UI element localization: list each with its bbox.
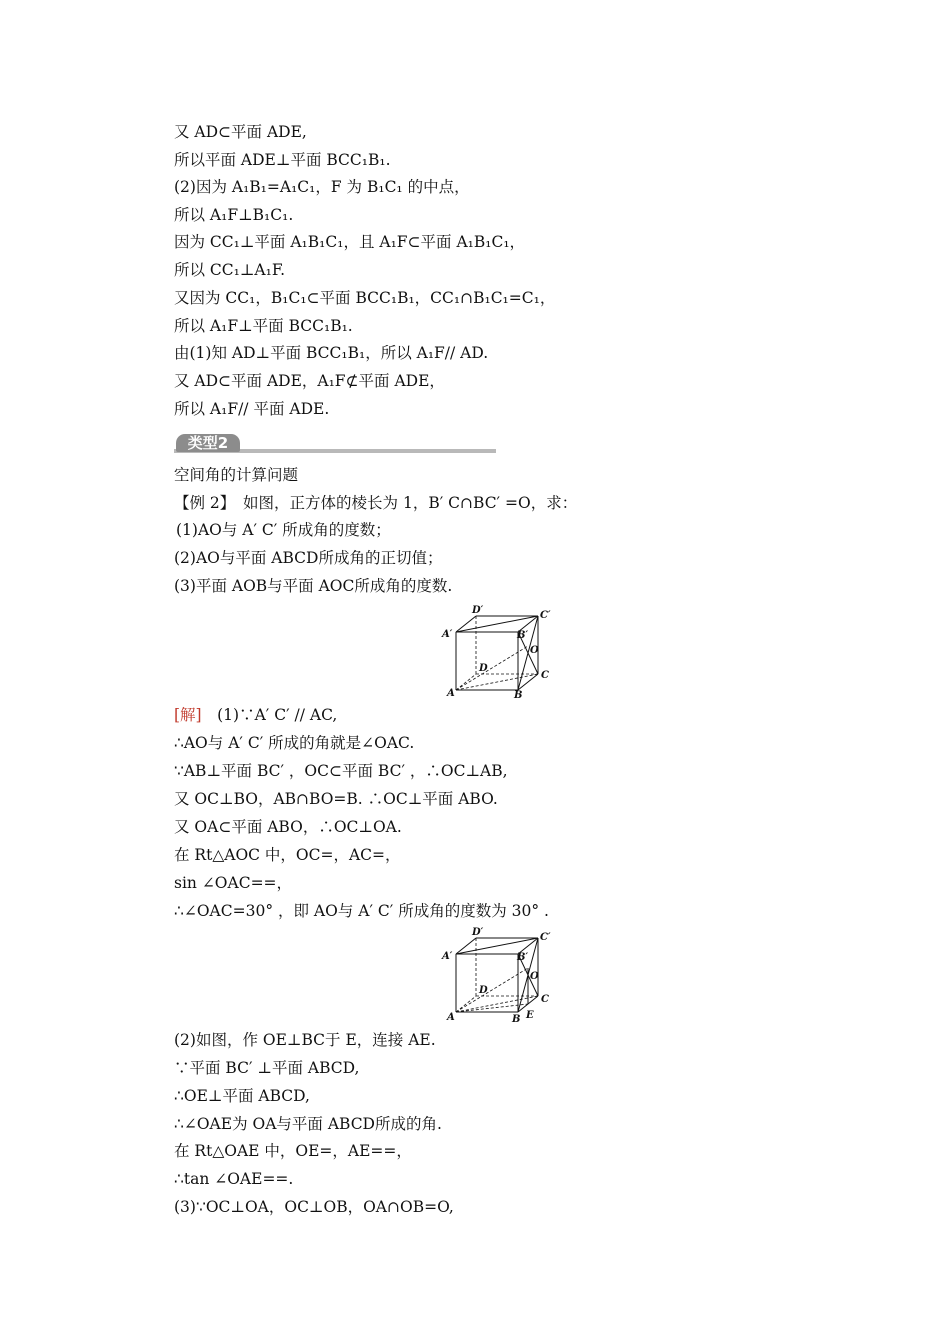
label-C1: C′ [540, 610, 551, 621]
label-A: A [447, 688, 455, 699]
part2-line-5: 在 Rt△OAE 中，OE=，AE==， [174, 1142, 412, 1160]
type-banner [174, 433, 496, 455]
solution-line-2: ∴AO与 A′ C′ 所成的角就是∠OAC. [174, 734, 415, 752]
text-line: 又 AD⊂平面 ADE，A₁F⊄平面 ADE， [174, 372, 445, 390]
label-E: E [526, 1010, 534, 1021]
part2-line-6: ∴tan ∠OAE==. [174, 1170, 294, 1188]
solution-text: (1)∵A′ C′ // AC, [201, 706, 338, 724]
example-heading: 【例 2】 如图，正方体的棱长为 1，B′ C∩BC′ =O，求： [174, 494, 578, 512]
cube-figure-2 [440, 926, 552, 1024]
solution-line-8: ∴∠OAC=30° ，即 AO与 A′ C′ 所成角的度数为 30° . [174, 902, 549, 920]
label-B1: B′ [517, 630, 529, 641]
text-line: 所以 A₁F⊥B₁C₁. [174, 206, 294, 224]
label-D1: D′ [472, 605, 484, 616]
label-B1: B′ [517, 952, 529, 963]
cube-figure-1 [440, 604, 552, 700]
solution-line-5: 又 OA⊂平面 ABO，∴OC⊥OA. [174, 818, 402, 836]
label-O: O [530, 645, 539, 656]
label-A: A [447, 1012, 455, 1023]
text-line: (2)因为 A₁B₁=A₁C₁，F 为 B₁C₁ 的中点， [174, 178, 470, 196]
solution-tag: [解] [174, 706, 202, 724]
label-C: C [541, 670, 549, 681]
label-O: O [530, 971, 539, 982]
part2-line-1: (2)如图，作 OE⊥BC于 E，连接 AE. [174, 1031, 436, 1049]
text-line: 又因为 CC₁，B₁C₁⊂平面 BCC₁B₁，CC₁∩B₁C₁=C₁， [174, 289, 556, 307]
label-B: B [514, 690, 523, 700]
solution-line-7: sin ∠OAC==， [174, 874, 293, 892]
text-line: 所以 CC₁⊥A₁F. [174, 261, 286, 279]
label-C1: C′ [540, 932, 551, 943]
solution-line-6: 在 Rt△AOC 中，OC=，AC=， [174, 846, 401, 864]
label-B: B [512, 1014, 521, 1024]
text-line: 所以 A₁F// 平面 ADE. [174, 400, 330, 418]
question-1: (1)AO与 A′ C′ 所成角的度数； [176, 521, 391, 539]
solution-line-3: ∵AB⊥平面 BC′ ，OC⊂平面 BC′ ，∴OC⊥AB, [174, 762, 508, 780]
label-D: D [479, 985, 488, 996]
part2-line-7: (3)∵OC⊥OA，OC⊥OB，OA∩OB=O, [174, 1198, 454, 1216]
label-D1: D′ [472, 927, 484, 938]
solution-line-1 [174, 705, 337, 725]
solution-line-4: 又 OC⊥BO，AB∩BO=B. ∴OC⊥平面 ABO. [174, 790, 498, 808]
text-line: 又 AD⊂平面 ADE, [174, 123, 307, 141]
question-3: (3)平面 AOB与平面 AOC所成角的度数. [174, 577, 453, 595]
section-title: 空间角的计算问题 [174, 466, 299, 484]
part2-line-4: ∴∠OAE为 OA与平面 ABCD所成的角. [174, 1115, 442, 1133]
label-A1: A′ [442, 951, 453, 962]
label-C: C [541, 994, 549, 1005]
text-line: 因为 CC₁⊥平面 A₁B₁C₁，且 A₁F⊂平面 A₁B₁C₁， [174, 233, 526, 251]
label-A1: A′ [442, 629, 453, 640]
part2-line-3: ∴OE⊥平面 ABCD, [174, 1087, 310, 1105]
label-D: D [479, 663, 488, 674]
text-line: 由(1)知 AD⊥平面 BCC₁B₁，所以 A₁F// AD. [174, 344, 489, 362]
question-2: (2)AO与平面 ABCD所成角的正切值； [174, 549, 443, 567]
text-line: 所以 A₁F⊥平面 BCC₁B₁. [174, 317, 353, 335]
text-line: 所以平面 ADE⊥平面 BCC₁B₁. [174, 151, 391, 169]
banner-label: 类型2 [176, 434, 240, 452]
part2-line-2: ∵平面 BC′ ⊥平面 ABCD, [174, 1059, 360, 1077]
